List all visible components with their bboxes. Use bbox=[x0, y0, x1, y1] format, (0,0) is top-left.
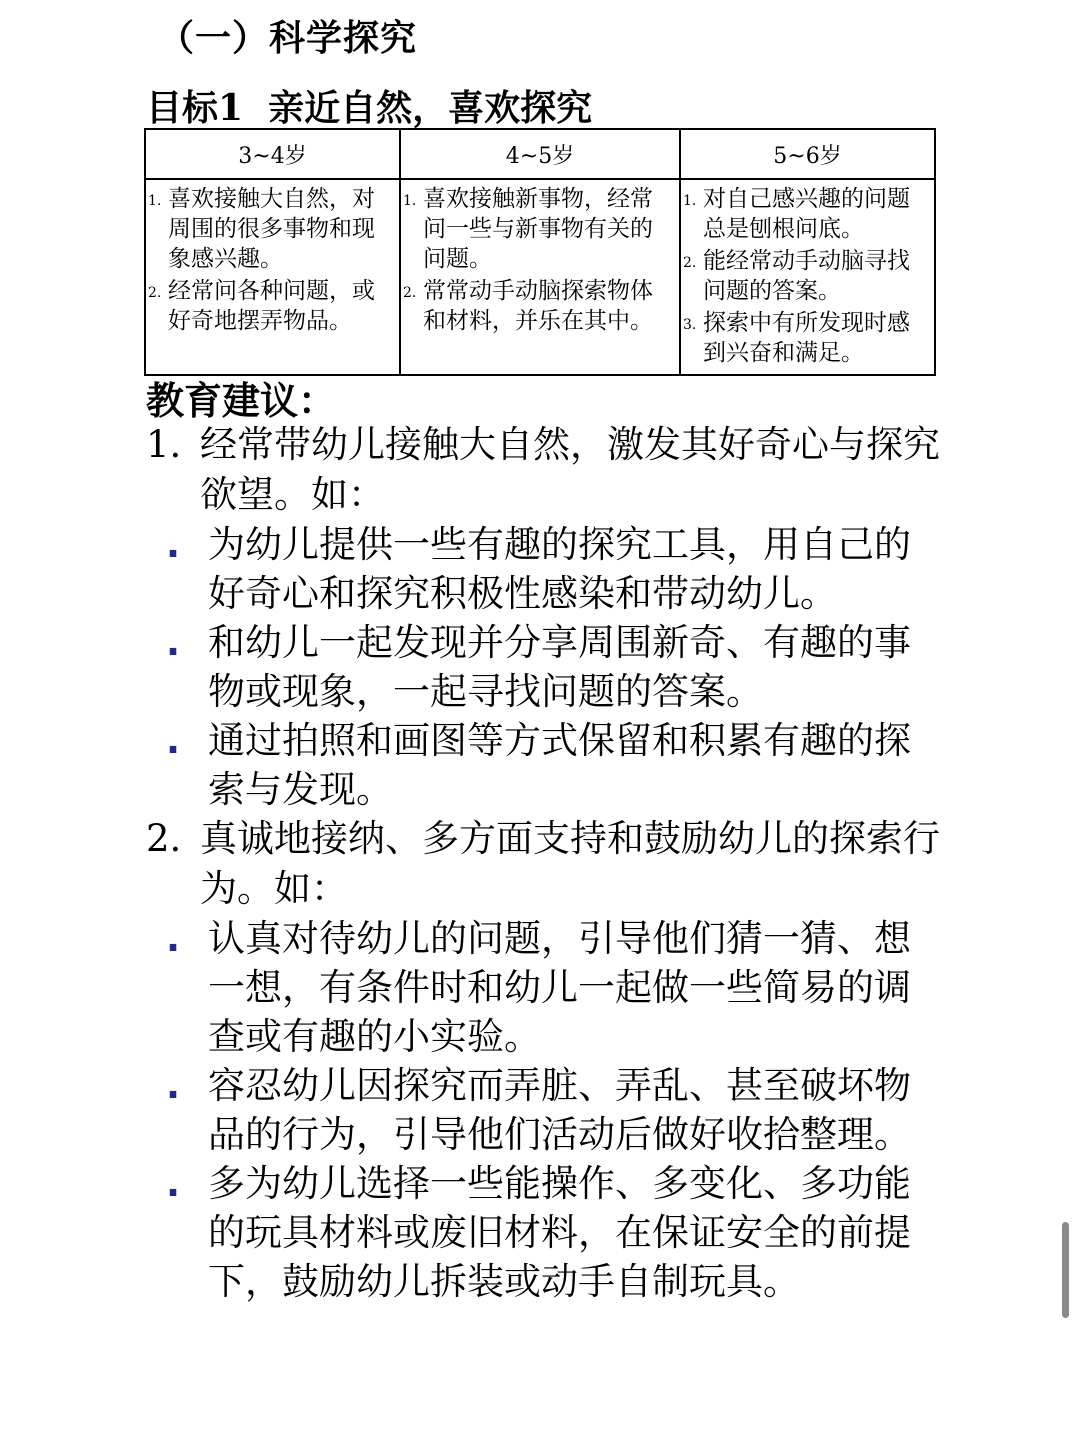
goal-item-text: 对自己感兴趣的问题总是刨根问底。 bbox=[703, 186, 910, 242]
goal-item-number: 1. bbox=[403, 193, 417, 209]
goal-item-text: 喜欢接触大自然，对周围的很多事物和现象感兴趣。 bbox=[168, 186, 375, 272]
cell-age-4-5 bbox=[400, 179, 680, 375]
cell-age-5-6 bbox=[680, 179, 935, 375]
advice-subitem bbox=[146, 1061, 946, 1159]
goal-item-number: 2. bbox=[148, 285, 162, 301]
cell-age-3-4 bbox=[145, 179, 400, 375]
bullet-dot-icon: . bbox=[166, 719, 181, 762]
goal-item bbox=[148, 184, 395, 274]
advice-item-number: 1. bbox=[146, 423, 182, 466]
goal-label: 目标 bbox=[146, 88, 219, 129]
goal-item-text: 经常问各种问题，或好奇地摆弄物品。 bbox=[168, 278, 375, 334]
advice-item bbox=[146, 420, 946, 520]
advice-subitem-text: 和幼儿一起发现并分享周围新奇、有趣的事物或现象，一起寻找问题的答案。 bbox=[208, 621, 911, 713]
goal-item-number: 3. bbox=[683, 317, 697, 333]
header-age-4-5: 4~5岁 bbox=[400, 129, 680, 179]
scrollbar-thumb[interactable] bbox=[1062, 1222, 1069, 1318]
goal-item-number: 2. bbox=[683, 255, 697, 271]
table-header-row bbox=[145, 129, 935, 179]
bullet-dot-icon: . bbox=[166, 1064, 181, 1107]
header-age-5-6: 5~6岁 bbox=[680, 129, 935, 179]
goal-item-text: 探索中有所发现时感到兴奋和满足。 bbox=[703, 310, 910, 366]
goal-item bbox=[683, 308, 930, 368]
advice-title: 教育建议： bbox=[146, 379, 337, 423]
goal-item-text: 常常动手动脑探索物体和材料，并乐在其中。 bbox=[423, 278, 653, 334]
goal-item bbox=[148, 276, 395, 336]
advice-item bbox=[146, 814, 946, 914]
bullet-dot-icon: . bbox=[166, 621, 181, 664]
advice-subitem-text: 通过拍照和画图等方式保留和积累有趣的探索与发现。 bbox=[208, 719, 911, 811]
advice-item-number: 2. bbox=[146, 817, 182, 860]
goal-item-number: 1. bbox=[148, 193, 162, 209]
bullet-dot-icon: . bbox=[166, 1162, 181, 1205]
goal-title bbox=[146, 80, 592, 131]
advice-subitem-text: 为幼儿提供一些有趣的探究工具，用自己的好奇心和探究积极性感染和带动幼儿。 bbox=[208, 523, 911, 615]
goal-item-number: 1. bbox=[683, 193, 697, 209]
advice-subitem-text: 认真对待幼儿的问题，引导他们猜一猜、想一想，有条件时和幼儿一起做一些简易的调查或有趣的小实验。 bbox=[208, 917, 911, 1058]
advice-subitem bbox=[146, 618, 946, 716]
goal-item-text: 能经常动手动脑寻找问题的答案。 bbox=[703, 248, 910, 304]
advice-item-text: 经常带幼儿接触大自然，激发其好奇心与探究欲望。如： bbox=[200, 423, 940, 516]
table-row bbox=[145, 179, 935, 375]
advice-subitem bbox=[146, 716, 946, 814]
goal-number: 1 bbox=[218, 87, 244, 129]
advice-subitem bbox=[146, 1159, 946, 1306]
advice-subitem-text: 容忍幼儿因探究而弄脏、弄乱、甚至破坏物品的行为，引导他们活动后做好收拾整理。 bbox=[208, 1064, 911, 1156]
header-age-3-4: 3~4岁 bbox=[145, 129, 400, 179]
advice-subitem-text: 多为幼儿选择一些能操作、多变化、多功能的玩具材料或废旧材料，在保证安全的前提下，鼓励幼儿拆装或动手自制玩具。 bbox=[208, 1162, 911, 1303]
advice-item-text: 真诚地接纳、多方面支持和鼓励幼儿的探索行为。如： bbox=[200, 817, 940, 910]
goal-text: 亲近自然，喜欢探究 bbox=[268, 88, 593, 129]
bullet-dot-icon: . bbox=[166, 917, 181, 960]
goal-item-number: 2. bbox=[403, 285, 417, 301]
advice-subitem bbox=[146, 520, 946, 618]
bullet-dot-icon: . bbox=[166, 523, 181, 566]
goal-item bbox=[403, 276, 675, 336]
goal-item-text: 喜欢接触新事物，经常问一些与新事物有关的问题。 bbox=[423, 186, 653, 272]
goal-item bbox=[683, 184, 930, 244]
goals-table bbox=[144, 128, 936, 376]
goal-item bbox=[683, 246, 930, 306]
advice-subitem bbox=[146, 914, 946, 1061]
goal-item bbox=[403, 184, 675, 274]
section-title: （一）科学探究 bbox=[158, 18, 418, 59]
advice-list bbox=[146, 420, 946, 1306]
